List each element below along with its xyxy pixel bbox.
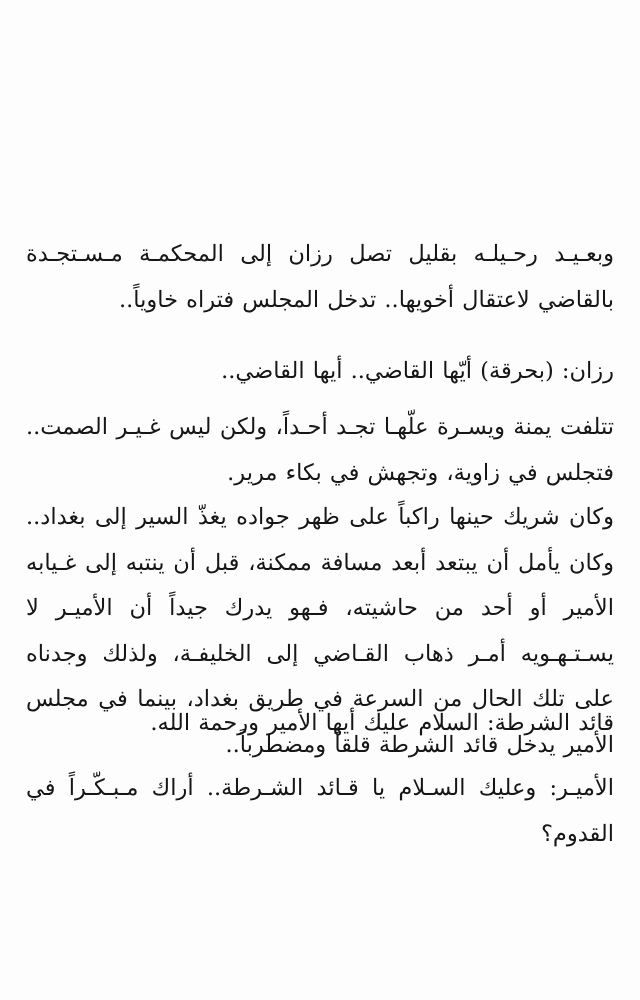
paragraph-3: تتلفت يمنة ويسـرة علّهـا تجـد أحـداً، ولكن ليس غـيـر الصمت.. فتجلس في زاوية، وتجهش في بكاء مرير. (26, 414, 614, 486)
paragraph-4: وكان شريك حينها راكباً على ظهر جواده يغذّ السير إلى بغداد.. وكان يأمل أن يبتعد أبعد مسافة ممكنة، قبل أن ينتبه إلى غـيابه الأمير أو أحد من حاشيته، فـهو يدرك جيداً أن الأميـر لا يسـتـهـويه أمـر ذهاب القـاضي إلى الخليفـة، ولذلك وجدناه على تلك الحال من السرعة في طريق بغداد، بينما في مجلس الأمير يدخل قائد الشرطة قلقاً ومضطرباً.. (26, 504, 614, 758)
paragraph-2: رزان: (بحرقة) أيّها القاضي.. أيها القاضي.. (221, 358, 614, 384)
paragraph-6: الأميـر: وعليك السـلام يا قـائد الشـرطة.. أراك مـبـكّـراً في القدوم؟ (26, 775, 614, 847)
paragraph-1: وبعـيـد رحـيلـه بقليل تصل رزان إلى المحكمـة مـسـتجـدة بالقاضي لاعتقال أخويها.. تدخل المجلس فتراه خاوياً.. (26, 241, 614, 313)
paragraph-5: قائد الشرطة: السلام عليك أيها الأمير ورحمة الله. (150, 710, 614, 736)
